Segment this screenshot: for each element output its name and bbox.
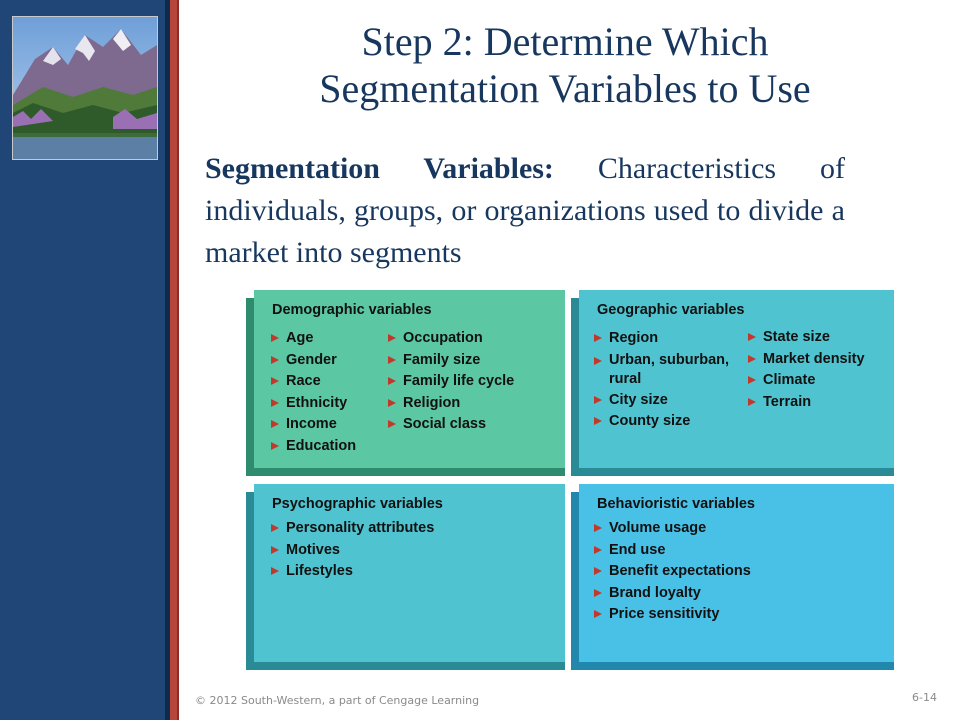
- behavioristic-list: [593, 518, 751, 626]
- bullet-arrow-icon: [594, 589, 602, 597]
- accent-bar: [170, 0, 177, 720]
- bullet-arrow-icon: [594, 546, 602, 554]
- list-item: Social class: [387, 414, 514, 436]
- list-item: Motives: [270, 540, 434, 562]
- list-item: Gender: [270, 350, 356, 372]
- list-item: Ethnicity: [270, 393, 356, 415]
- geographic-panel: [571, 290, 894, 476]
- bullet-arrow-icon: [388, 356, 396, 364]
- demographic-panel: [246, 290, 565, 476]
- bullet-arrow-icon: [594, 524, 602, 532]
- copyright-footer: © 2012 South-Western, a part of Cengage Learning: [195, 694, 480, 707]
- accent-line: [177, 0, 179, 720]
- list-item: Urban, suburban, rural: [593, 351, 739, 389]
- mountain-photo: [12, 16, 158, 160]
- bullet-arrow-icon: [594, 396, 602, 404]
- mountain-landscape-image: [13, 17, 157, 159]
- psychographic-panel: [246, 484, 565, 670]
- list-item: Race: [270, 371, 356, 393]
- bullet-arrow-icon: [748, 333, 756, 341]
- definition-text: Characteristics of individuals, groups, or organizations used to divide a market into segments: [205, 152, 845, 269]
- bullet-arrow-icon: [594, 334, 602, 342]
- list-item: Education: [270, 436, 356, 458]
- list-item: Market density: [747, 349, 865, 371]
- list-item: County size: [593, 411, 739, 433]
- geographic-title: Geographic variables: [597, 302, 745, 318]
- psychographic-list: [270, 518, 434, 583]
- list-item: Region: [593, 328, 739, 350]
- segmentation-variables-figure: [246, 290, 894, 670]
- geographic-col-1: [593, 328, 739, 433]
- bullet-arrow-icon: [271, 546, 279, 554]
- bullet-arrow-icon: [271, 524, 279, 532]
- list-item: Religion: [387, 393, 514, 415]
- bullet-arrow-icon: [388, 377, 396, 385]
- slide-title: [200, 18, 930, 112]
- list-item: Personality attributes: [270, 518, 434, 540]
- list-item: Age: [270, 328, 356, 350]
- list-item: Family size: [387, 350, 514, 372]
- list-item: Climate: [747, 370, 865, 392]
- bullet-arrow-icon: [271, 356, 279, 364]
- psychographic-title: Psychographic variables: [272, 496, 443, 512]
- bullet-arrow-icon: [271, 399, 279, 407]
- bullet-arrow-icon: [271, 334, 279, 342]
- bullet-arrow-icon: [594, 357, 602, 365]
- list-item: Occupation: [387, 328, 514, 350]
- list-item: State size: [747, 327, 865, 349]
- bullet-arrow-icon: [271, 442, 279, 450]
- list-item: Family life cycle: [387, 371, 514, 393]
- bullet-arrow-icon: [748, 398, 756, 406]
- behavioristic-panel: [571, 484, 894, 670]
- list-item: Volume usage: [593, 518, 751, 540]
- list-item: Brand loyalty: [593, 583, 751, 605]
- geographic-col-2: [747, 327, 865, 413]
- bullet-arrow-icon: [388, 399, 396, 407]
- definition-paragraph: [205, 148, 845, 274]
- list-item: Benefit expectations: [593, 561, 751, 583]
- list-item: City size: [593, 390, 739, 412]
- demographic-title: Demographic variables: [272, 302, 432, 318]
- bullet-arrow-icon: [748, 376, 756, 384]
- bullet-arrow-icon: [271, 420, 279, 428]
- bullet-arrow-icon: [594, 610, 602, 618]
- behavioristic-title: Behavioristic variables: [597, 496, 755, 512]
- list-item: Income: [270, 414, 356, 436]
- title-line-2: Segmentation Variables to Use: [319, 66, 811, 111]
- definition-term: Segmentation Variables:: [205, 152, 554, 185]
- bullet-arrow-icon: [594, 567, 602, 575]
- list-item: Price sensitivity: [593, 604, 751, 626]
- bullet-arrow-icon: [388, 334, 396, 342]
- bullet-arrow-icon: [388, 420, 396, 428]
- list-item: Lifestyles: [270, 561, 434, 583]
- bullet-arrow-icon: [271, 377, 279, 385]
- bullet-arrow-icon: [594, 417, 602, 425]
- slide-number: 6-14: [912, 691, 937, 704]
- demographic-col-1: [270, 328, 356, 457]
- list-item: End use: [593, 540, 751, 562]
- bullet-arrow-icon: [271, 567, 279, 575]
- title-line-1: Step 2: Determine Which: [361, 19, 769, 64]
- demographic-col-2: [387, 328, 514, 436]
- bullet-arrow-icon: [748, 355, 756, 363]
- list-item: Terrain: [747, 392, 865, 414]
